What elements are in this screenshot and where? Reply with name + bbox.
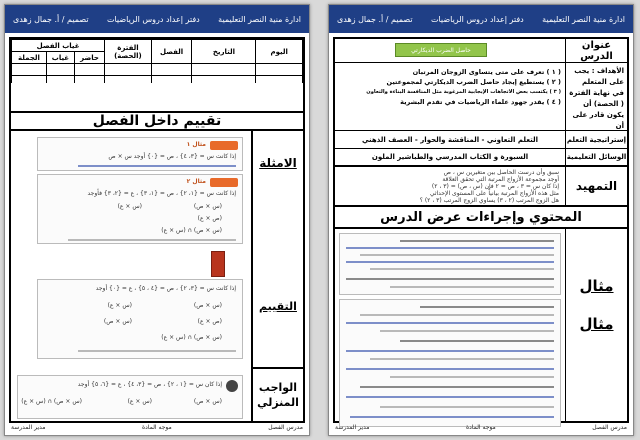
col-total: الجملة (12, 52, 47, 64)
left-frame (9, 37, 305, 423)
right-frame (333, 37, 629, 423)
objective-1: ( ١ ) تعرف على متى يتساوى الزوجان المرتبان (412, 68, 561, 76)
header-notebook-r: دفتر إعداد دروس الرياضيات (430, 14, 524, 24)
example-item-a: (س × ص) (193, 203, 222, 210)
left-label-column (251, 131, 303, 421)
assessment-item-a: (س × ص) (193, 302, 222, 309)
aids-label-cell (565, 149, 627, 167)
sig-principal: مدير المدرسة (11, 424, 46, 431)
objective-4: ( ٤ ) يقدر جهود علماء الرياضيات في تقدم البشرية (400, 98, 561, 106)
example-1-worksheet (37, 137, 243, 171)
book-icon (211, 251, 225, 277)
example-label-column (565, 229, 627, 421)
homework-worksheet (17, 375, 243, 419)
example-item-c: (ص × ع) (197, 215, 222, 222)
sig-teacher-r: مدرس الفصل (592, 424, 627, 431)
homework-bullet-icon (226, 380, 238, 392)
left-footer (11, 424, 303, 434)
example-item-d: (س × ص) ∩ (س × ع) (161, 227, 222, 234)
col-absence: غياب الفصل (12, 40, 105, 52)
examples-label: الامثلة (259, 156, 297, 170)
strategy-value-cell (335, 131, 565, 149)
intro-content (335, 167, 565, 207)
example-label-2: مثال (579, 315, 614, 333)
intro-line-4: مثل هذه الأزواج المرتبة بيانياً على المستوى الإحداثي (429, 190, 559, 197)
assessment-label: التقييم (259, 299, 297, 313)
example-2-text: إذا كانت س = {١، ٢} ، ص = {١، ٣} ، ع = {٢، ٣} فأوجد (87, 190, 236, 197)
intro-label: التمهيد (575, 179, 618, 193)
aids-value: السبورة و الكتاب المدرسي والطباشير الملون (371, 153, 529, 161)
header-design: تصميم / أ. جمال زهدى (13, 14, 89, 24)
assessment-item-e: (س × ص) (103, 318, 132, 325)
assessment-item-b: (س × ع) (107, 302, 132, 309)
example-1-text: إذا كانت س = {٣، ٤} ، ص = {٠} أوجد س × ص (108, 153, 236, 160)
homework-item-b: (س × ع) (127, 398, 152, 405)
objectives-label: الأهداف : يجب على المتعلم في نهاية الفترة ( الحصة) أن يكون قادر على أن (569, 67, 624, 130)
content-worksheet-1 (339, 233, 561, 295)
right-footer (335, 424, 627, 434)
example-2-tab-label: مثال ٢ (186, 178, 206, 185)
intro-line-1: سبق وأن درست الحاصل بين متغيرين س ، ص (443, 169, 559, 176)
homework-label: الواجب المنزلي (257, 381, 299, 409)
homework-text: إذا كان س = {١ ، ٢} ، ص = {٣، ٤} ، ع = {٦، ٥} أوجد (77, 381, 222, 388)
example-tab (210, 141, 238, 150)
example-2-tab (210, 178, 238, 187)
schedule-table (11, 39, 303, 83)
assessment-item-d: (س × ص) ∩ (س × ع) (161, 334, 222, 341)
example-item-b: (س × ع) (117, 203, 142, 210)
lesson-title-label-cell (565, 39, 627, 63)
col-absent: غياب (46, 52, 74, 64)
objectives-list (335, 63, 565, 131)
sig-principal-r: مدير المدرسة (335, 424, 370, 431)
lesson-title-label: عنوان الدرس (580, 39, 613, 62)
strategy-value: التعلم التعاوني - المناقشة والحوار - العصف الذهني (361, 135, 539, 144)
col-period: الفترة (الحصة) (105, 40, 152, 64)
example-2-worksheet (37, 174, 243, 244)
lesson-title-value-cell (335, 39, 565, 63)
right-page (328, 4, 634, 436)
col-class: الفصل (151, 40, 192, 64)
right-header (329, 5, 633, 33)
sig-supervisor-r: موجه المادة (465, 424, 496, 431)
sig-teacher: مدرس الفصل (268, 424, 303, 431)
objectives-label-cell (565, 63, 627, 131)
objective-2: ( ٢ ) يستطيع إيجاد حاصل الضرب الديكارتي لمجموعتين (386, 78, 561, 86)
col-date: التاريخ (192, 40, 256, 64)
example-tab-label: مثال ١ (186, 141, 206, 148)
left-page (4, 4, 310, 436)
header-design-r: تصميم / أ. جمال زهدى (337, 14, 413, 24)
strategy-label: إستراتيجية التعلم (566, 135, 627, 144)
header-school-r: ادارة منية النصر التعليمية (542, 14, 625, 24)
aids-value-cell (335, 149, 565, 167)
homework-item-a: (س × ص) (193, 398, 222, 405)
lesson-title-value: حاصل الضرب الديكارتي (395, 43, 487, 57)
sig-supervisor: موجه المادة (141, 424, 172, 431)
left-header (5, 5, 309, 33)
class-eval-title: تقييم داخل الفصل (11, 111, 303, 131)
objective-3: ( ٣ ) يكتسب بعض الاتجاهات الإيجابية المرغوبة مثل المنافسة البناءة والتعاون (366, 89, 561, 95)
content-worksheet-2 (339, 299, 561, 427)
assessment-text: إذا كانت س = {٣، ٢} ، ص = {٤ ، ٥} ، ع = {٠} أوجد (95, 285, 236, 292)
col-present: حاضر (74, 52, 104, 64)
strategy-label-cell (565, 131, 627, 149)
content-title: المحتوي وإجراءات عرض الدرس (335, 207, 627, 229)
example-label-1: مثال (579, 277, 614, 295)
intro-label-cell (565, 167, 627, 207)
homework-item-d: (س × ص) ∩ (س × ع) (21, 398, 82, 405)
header-notebook: دفتر إعداد دروس الرياضيات (106, 14, 200, 24)
assessment-item-c: (ص × ع) (197, 318, 222, 325)
intro-line-5: هل الزوج المرتب (٢ ، ٣) يساوي الزوج المرتب (٣ ، ٢) ؟ (419, 197, 559, 204)
col-day: اليوم (256, 40, 303, 64)
header-school: ادارة منية النصر التعليمية (218, 14, 301, 24)
intro-line-2: أوجد مجموعة الأزواج المرتبة التي تحقق العلاقة (442, 176, 559, 183)
aids-label: الوسائل التعليمية (566, 153, 627, 161)
assessment-worksheet (37, 279, 243, 359)
intro-line-3: إذا كان س = ٣ ، ص = ٢ فإن (س ، ص) = (٣ ، ٢) (431, 183, 559, 190)
